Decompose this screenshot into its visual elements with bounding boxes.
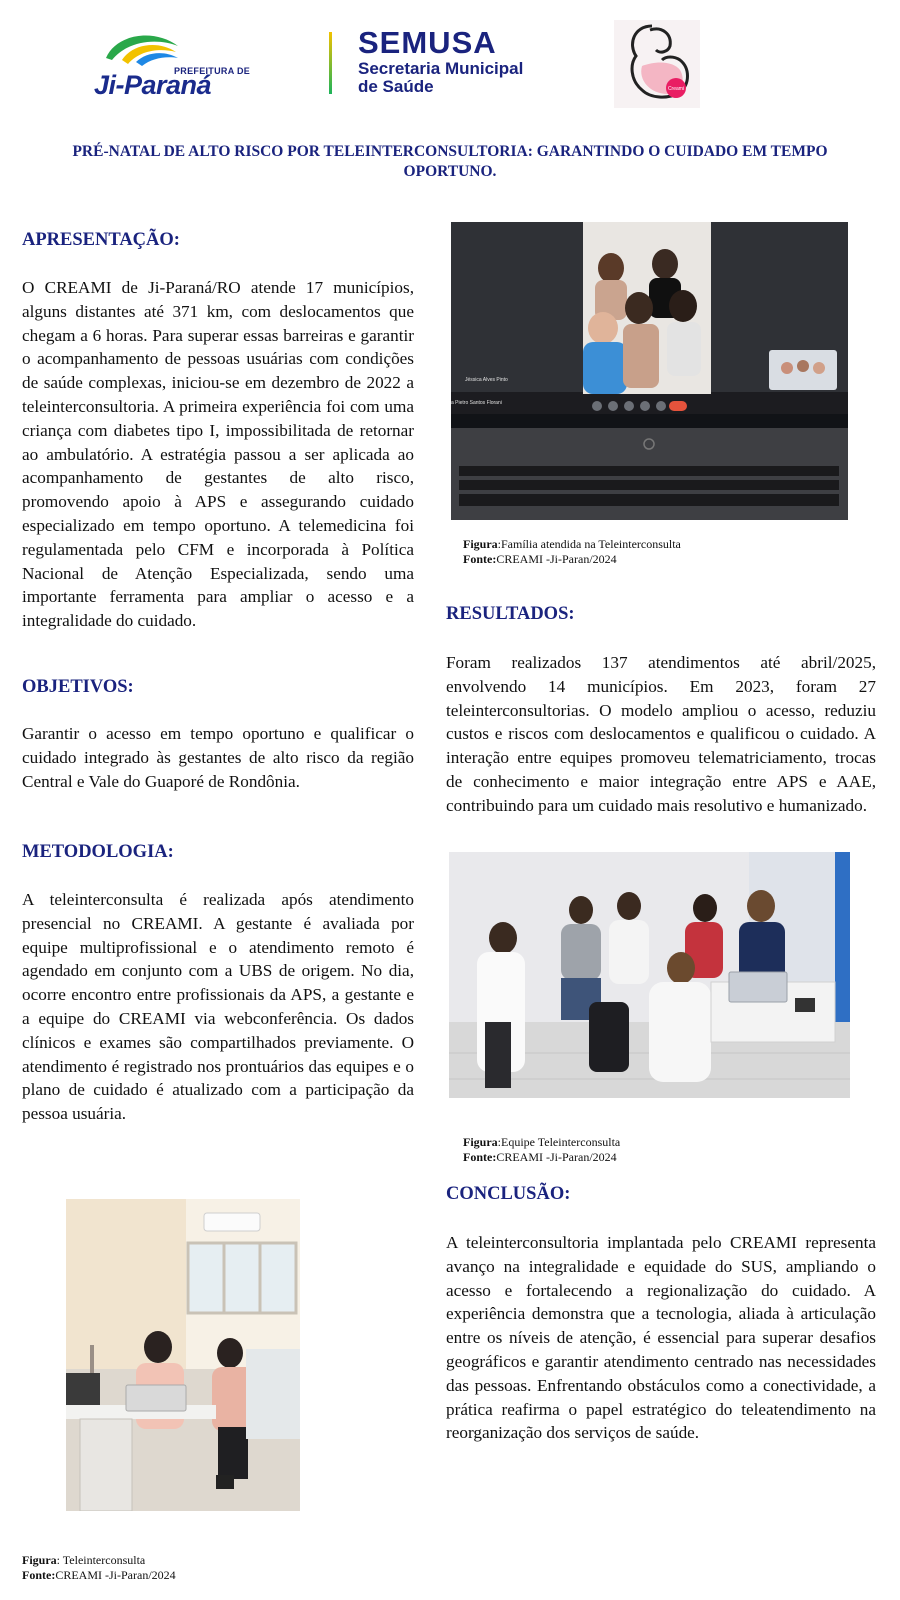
semusa-logo xyxy=(358,26,598,96)
office-photo-illustration xyxy=(66,1199,300,1511)
metodologia-text: A teleinterconsulta é realizada após atendimento presencial no CREAMI. A gestante é avaliada por equipe multiprofissional e o atendimento remoto é agendado em conjunto com a UBS de origem. No dia, ocorre encontro entre profissionais da APS, a gestante e a equipe do CREAMI via webconferência. Os dados clínicos e exames são compartilhados previamente. O atendimento é registrado nos prontuários das equipes e o plano de cuidado é atualizado com a participação da pessoa usuária. xyxy=(22,890,414,1124)
figure3-label: Figura xyxy=(22,1553,57,1567)
metodologia-heading: METODOLOGIA: xyxy=(22,842,174,862)
figure1-source-label: Fonte: xyxy=(463,552,497,566)
poster-title: PRÉ-NATAL DE ALTO RISCO POR TELEINTERCONSULTORIA: GARANTINDO O CUIDADO EM TEMPO OPORTUNO. xyxy=(72,143,828,180)
semusa-acronym: SEMUSA xyxy=(358,25,497,60)
semusa-line2: de Saúde xyxy=(358,77,434,96)
resultados-text: Foram realizados 137 atendimentos até abril/2025, envolvendo 14 municípios. Em 2023, foram 27 teleinterconsultorias. O modelo ampliou o acesso, reduziu custos e riscos com deslocamentos e qualificou o cuidado. A interação entre equipes promoveu telematriciamento, trocas de conhecimento e maior integração entre APS e AAE, contribuindo para um cuidado mais resolutivo e humanizado. xyxy=(446,653,876,815)
figure3-source: CREAMI -Ji-Paran/2024 xyxy=(55,1568,176,1582)
conclusao-text: A teleinterconsultoria implantada pelo CREAMI representa avanço na integralidade e equidade do SUS, ampliando o acesso e fortalecendo a regionalização do cuidado. A experiência demonstra que a tecnologia, aliada à articulação entre os níveis de atenção, é essencial para superar desafios geográficos e garantir atendimento centrado nas necessidades das pessoas. Enfrentando obstáculos como a conectividade, a prática reafirma o papel estratégico do teleatendimento na reorganização dos serviços de saúde. xyxy=(446,1233,876,1443)
objetivos-heading: OBJETIVOS: xyxy=(22,677,134,697)
semusa-line1: Secretaria Municipal xyxy=(358,59,524,78)
figure2-caption xyxy=(463,1135,843,1165)
figure3-caption xyxy=(22,1553,402,1583)
resultados-heading: RESULTADOS: xyxy=(446,604,575,624)
apresentacao-heading: APRESENTAÇÃO: xyxy=(22,230,180,250)
pregnant-woman-logo xyxy=(614,20,700,108)
figure2-source-label: Fonte: xyxy=(463,1150,497,1164)
prefeitura-city-name: Ji-Paraná xyxy=(94,70,212,100)
team-meeting-illustration xyxy=(449,852,850,1098)
laptop-videocall-illustration xyxy=(451,222,848,520)
prefeitura-logo xyxy=(92,30,307,100)
figure1-caption xyxy=(463,537,843,567)
conclusao-heading: CONCLUSÃO: xyxy=(446,1184,571,1204)
family-teleconsulta-photo xyxy=(451,222,848,520)
figure3-caption-text: : Teleinterconsulta xyxy=(56,1553,146,1567)
figure2-source: CREAMI -Ji-Paran/2024 xyxy=(496,1150,617,1164)
figure3-source-label: Fonte: xyxy=(22,1568,56,1582)
figure2-label: Figura xyxy=(463,1135,498,1149)
header-divider xyxy=(329,32,332,94)
objetivos-text: Garantir o acesso em tempo oportuno e qualificar o cuidado integrado às gestantes de alto risco da região Central e Vale do Guaporé de Rondônia. xyxy=(22,724,414,791)
screen-name-1: Jéssica Alves Pinto xyxy=(465,377,508,383)
screen-name-2: a Pietro Santos Florani xyxy=(451,400,502,406)
figure2-caption-text: :Equipe Teleinterconsulta xyxy=(497,1135,621,1149)
team-teleinterconsulta-photo xyxy=(449,852,850,1098)
apresentacao-text: O CREAMI de Ji-Paraná/RO atende 17 municípios, alguns distantes até 371 km, com deslocamentos que chegam a 6 horas. Para superar essas barreiras e garantir o acompanhamento de pessoas usuárias com condições de saúde complexas, iniciou-se em dezembro de 2022 a teleinterconsultoria. A primeira experiência foi com uma criança com diabetes tipo I, impossibilitada de retornar ao ambulatório. A estratégia passou a ser aplicada ao acompanhamento de gestantes de alto risco, promovendo apoio à APS e assegurando cuidado especializado em tempo oportuno. A telemedicina foi regulamentada pelo CFM e incorporada à Política Nacional de Atenção Especializada, sendo uma importante ferramenta para ampliar o acesso e a integralidade do cuidado. xyxy=(22,278,414,631)
figure1-label: Figura xyxy=(463,537,498,551)
teleinterconsulta-office-photo xyxy=(66,1199,300,1511)
prefeitura-swoosh-icon xyxy=(102,30,182,72)
figure1-source: CREAMI -Ji-Paran/2024 xyxy=(496,552,617,566)
prefeitura-small-label: PREFEITURA DE xyxy=(174,66,251,76)
pregnant-woman-icon xyxy=(614,20,700,108)
mom-logo-badge: Creami xyxy=(667,86,685,92)
figure1-caption-text: :Família atendida na Teleinterconsulta xyxy=(497,537,681,551)
